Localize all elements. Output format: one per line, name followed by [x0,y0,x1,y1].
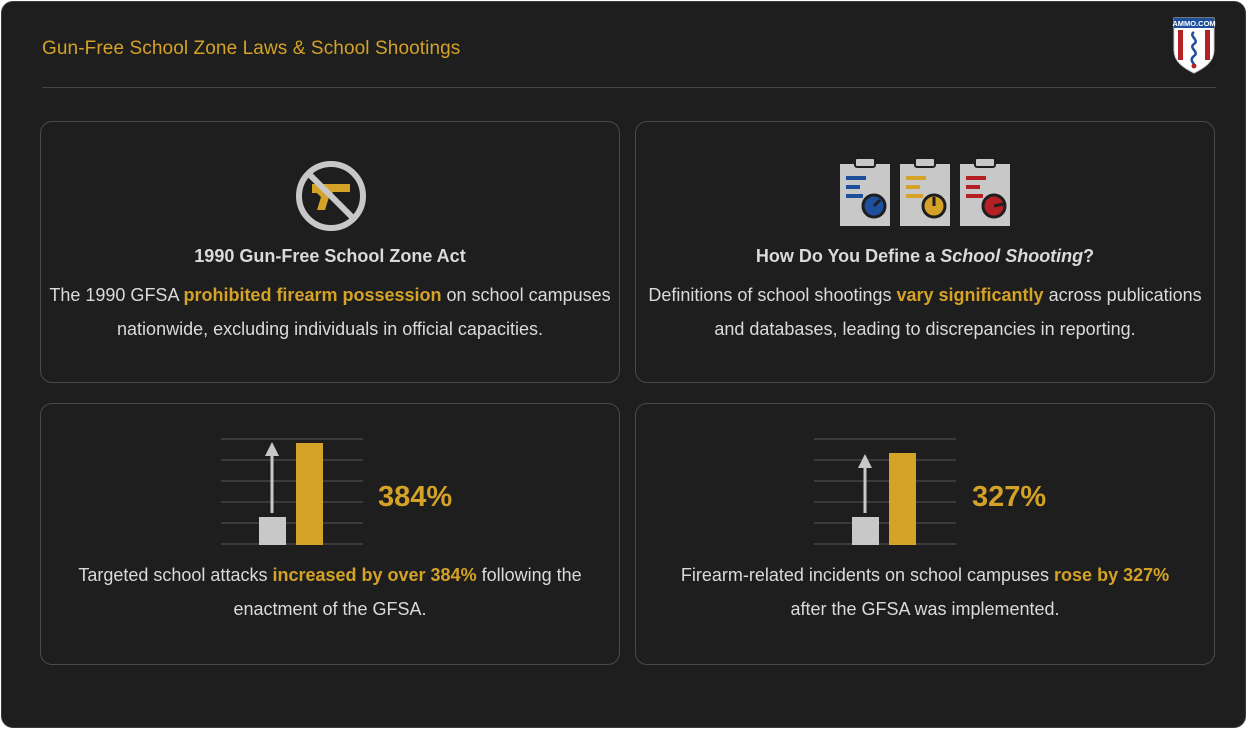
bar-increase-icon [814,438,956,548]
no-gun-icon [295,160,367,232]
highlight-text: increased by over 384% [272,565,477,585]
heading-text: ? [1083,246,1095,266]
clipboards-icon [839,156,1011,228]
gfsa-card [40,121,620,383]
card-heading: 1990 Gun-Free School Zone Act [194,246,466,266]
body-text: The 1990 GFSA [49,285,184,305]
definition-card [635,121,1215,383]
card-body [41,278,619,346]
body-text: on school campuses nationwide, excluding individuals in official capacities. [117,285,611,339]
incidents-stat-card [635,403,1215,665]
bar-increase-icon [221,438,363,548]
card-body [636,558,1214,626]
percent-value: 327% [972,481,1047,513]
highlight-text: vary significantly [896,285,1044,305]
header-divider [42,87,1216,88]
page-title: Gun-Free School Zone Laws & School Shootings [42,38,461,59]
svg-text:AMMO.COM: AMMO.COM [1172,19,1216,28]
body-text: after the GFSA was implemented. [790,599,1060,619]
heading-italic: School Shooting [940,246,1084,266]
body-text: across publications and databases, leading to discrepancies in reporting. [714,285,1202,339]
heading-text: How Do You Define a [755,246,941,266]
highlight-text: prohibited firearm possession [183,285,442,305]
ammo-logo-icon [1172,16,1216,74]
attacks-stat-card [40,403,620,665]
body-text: Definitions of school shootings [648,285,897,305]
percent-value: 384% [378,481,453,513]
body-text: Targeted school attacks [78,565,273,585]
body-text: Firearm-related incidents on school campuses [680,565,1055,585]
highlight-text: rose by 327% [1054,565,1170,585]
body-text: following the enactment of the GFSA. [233,565,582,619]
card-body [636,278,1214,346]
card-heading [636,246,1214,267]
card-body [41,558,619,626]
